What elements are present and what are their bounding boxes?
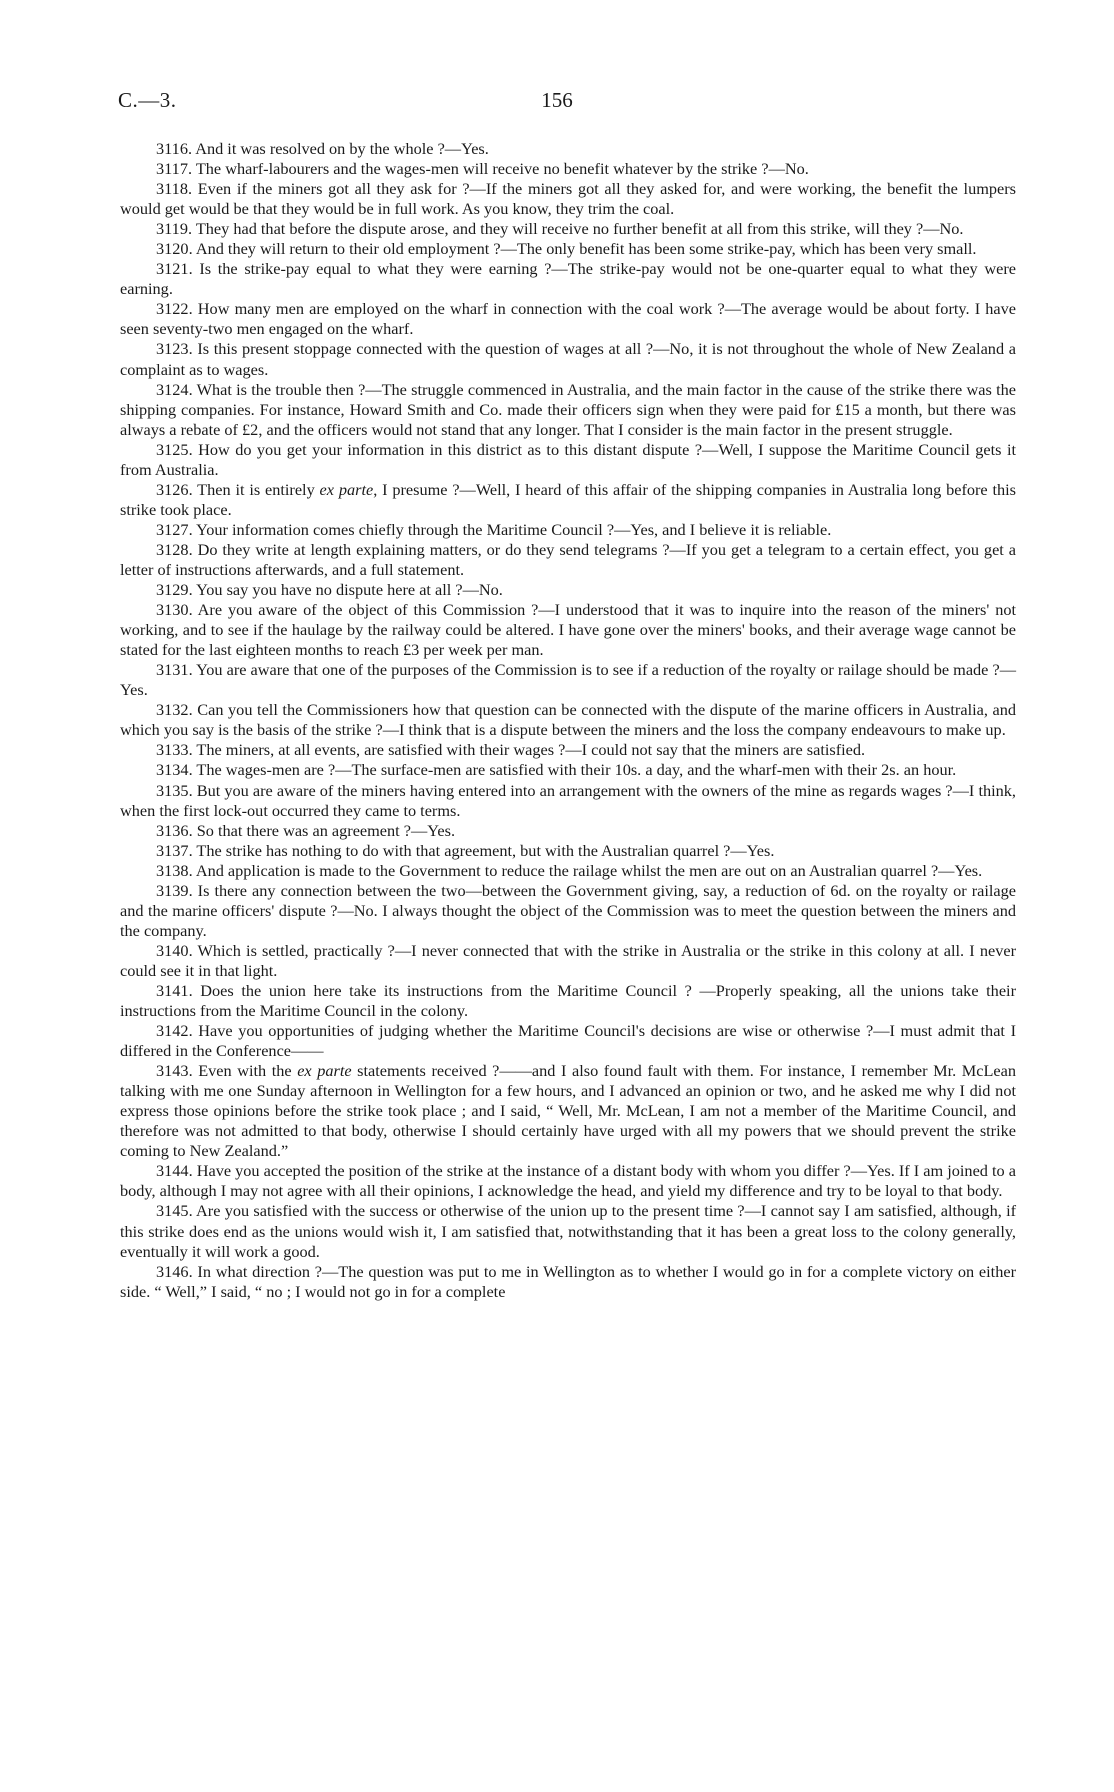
paragraph-3128: 3128. Do they write at length explaining matters, or do they send telegrams ?—If you get a telegram to a certain effect, you get a letter of instructions afterwards, and a full statement. — [120, 539, 1016, 579]
paragraph-3133: 3133. The miners, at all events, are satisfied with their wages ?—I could not say that the miners are satisfied. — [156, 740, 866, 760]
paragraph-3120: 3120. And they will return to their old employment ?—The only benefit has been some strike-pay, which has been very small. — [156, 239, 977, 259]
paragraph-3146: 3146. In what direction ?—The question was put to me in Wellington as to whether I would go in for a complete victory on either side. “ Well,” I said, “ no ; I would not go in for a complete — [120, 1261, 1016, 1301]
paragraph-3131: 3131. You are aware that one of the purposes of the Commission is to see if a reduction of the royalty or railage should be made ?—Yes. — [120, 660, 1016, 700]
paragraph-3130: 3130. Are you aware of the object of this Commission ?—I understood that it was to inquire into the reason of the miners' not working, and to see if the haulage by the railway could be altered. I have gone over the miners' books, and their average wage cannot be stated for the last eighteen months to reach £3 per week per man. — [120, 600, 1016, 660]
paragraph-3139: 3139. Is there any connection between the two—between the Government giving, say, a reduction of 6d. on the royalty or railage and the marine officers' dispute ?—No. I always thought the object of the Commission was to meet the question between the miners and the company. — [120, 880, 1016, 940]
paragraph-3136: 3136. So that there was an agreement ?—Yes. — [156, 820, 456, 840]
paragraph-3118: 3118. Even if the miners got all they ask for ?—If the miners got all they asked for, and were working, the benefit the lumpers would get would be that they would be in full work. As you know, they trim the coal. — [120, 179, 1017, 219]
paragraph-3140: 3140. Which is settled, practically ?—I never connected that with the strike in Australia or the strike in this colony at all. I never could see it in that light. — [120, 940, 1016, 980]
paragraph-3134: 3134. The wages-men are ?—The surface-men are satisfied with their 10s. a day, and the wharf-men with their 2s. an hour. — [156, 760, 957, 780]
paragraph-3122: 3122. How many men are employed on the wharf in connection with the coal work ?—The average would be about forty. I have seen seventy-two men engaged on the wharf. — [120, 299, 1016, 339]
paragraph-3144: 3144. Have you accepted the position of the strike at the instance of a distant body with whom you differ ?—Yes. If I am joined to a body, although I may not agree with all their opinions, I acknowledge the head, and yield my difference and try to be loyal to that body. — [120, 1161, 1016, 1201]
paragraph-3123: 3123. Is this present stoppage connected with the question of wages at all ?—No, it is not throughout the whole of New Zealand a complaint as to wages. — [120, 339, 1016, 379]
paragraph-3141: 3141. Does the union here take its instructions from the Maritime Council ? —Properly speaking, all the unions take their instructions from the Maritime Council in the colony. — [120, 980, 1016, 1021]
paragraph-3145: 3145. Are you satisfied with the success or otherwise of the union up to the present time ?—I cannot say I am satisfied, although, if this strike does end as the unions would wish it, I am satisfied that, notwithstanding that it has been a great loss to the colony generally, eventually it will work a good. — [120, 1201, 1017, 1261]
paragraph-3142: 3142. Have you opportunities of judging whether the Maritime Council's decisions are wise or otherwise ?—I must admit that I differed in the Conference—— — [120, 1021, 1016, 1061]
paragraph-3129: 3129. You say you have no dispute here at all ?—No. — [156, 580, 503, 600]
paragraph-3132: 3132. Can you tell the Commissioners how that question can be connected with the dispute of the marine officers in Australia, and which you say is the basis of the strike ?—I think that is a dispute between the miners and the loss the company endeavours to make up. — [120, 700, 1016, 740]
paragraph-3143: 3143. Even with the ex parte statements received ?——and I also found fault with them. For instance, I remember Mr. McLean talking with me one Sunday afternoon in Wellington for a few hours, and I advanced an opinion or two, and he asked me why I did not express those opinions before the strike took place ; and I said, “ Well, Mr. McLean, I am not a member of the Maritime Council, and therefore was not admitted to that body, otherwise I should certainly have urged with all my powers that we should prevent the strike coming to New Zealand.” — [120, 1061, 1017, 1161]
paragraph-3126: 3126. Then it is entirely ex parte, I presume ?—Well, I heard of this affair of the shipping companies in Australia long before this strike took place. — [120, 479, 1016, 519]
paragraph-3124: 3124. What is the trouble then ?—The struggle commenced in Australia, and the main factor in the cause of the strike there was the shipping companies. For instance, Howard Smith and Co. made their officers sign when they were paid for £15 a month, but there was always a rebate of £2, and the officers would not stand that any longer. That I consider is the main factor in the present struggle. — [120, 379, 1016, 439]
paragraph-3117: 3117. The wharf-labourers and the wages-men will receive no benefit whatever by the strike ?—No. — [156, 159, 809, 179]
paragraph-3137: 3137. The strike has nothing to do with that agreement, but with the Australian quarrel ?—Yes. — [156, 840, 775, 860]
document-reference: C.—3. — [118, 88, 177, 112]
paragraph-3138: 3138. And application is made to the Government to reduce the railage whilst the men are out on an Australian quarrel ?—Yes. — [156, 860, 983, 880]
paragraph-3121: 3121. Is the strike-pay equal to what they were earning ?—The strike-pay would not be one-quarter equal to what they were earning. — [120, 259, 1017, 299]
paragraph-3116: 3116. And it was resolved on by the whole ?—Yes. — [156, 139, 489, 158]
paragraph-3127: 3127. Your information comes chiefly through the Maritime Council ?—Yes, and I believe it is reliable. — [156, 519, 832, 539]
page-number: 156 — [541, 88, 573, 112]
paragraph-3119: 3119. They had that before the dispute arose, and they will receive no further benefit at all from this strike, will they ?—No. — [156, 219, 964, 239]
testimony-body — [120, 139, 1016, 1302]
paragraph-3125: 3125. How do you get your information in this district as to this distant dispute ?—Well, I suppose the Maritime Council gets it from Australia. — [120, 439, 1017, 479]
paragraph-3135: 3135. But you are aware of the miners having entered into an arrangement with the owners of the mine as regards wages ?—I think, when the first lock-out occurred they came to terms. — [120, 780, 1016, 820]
